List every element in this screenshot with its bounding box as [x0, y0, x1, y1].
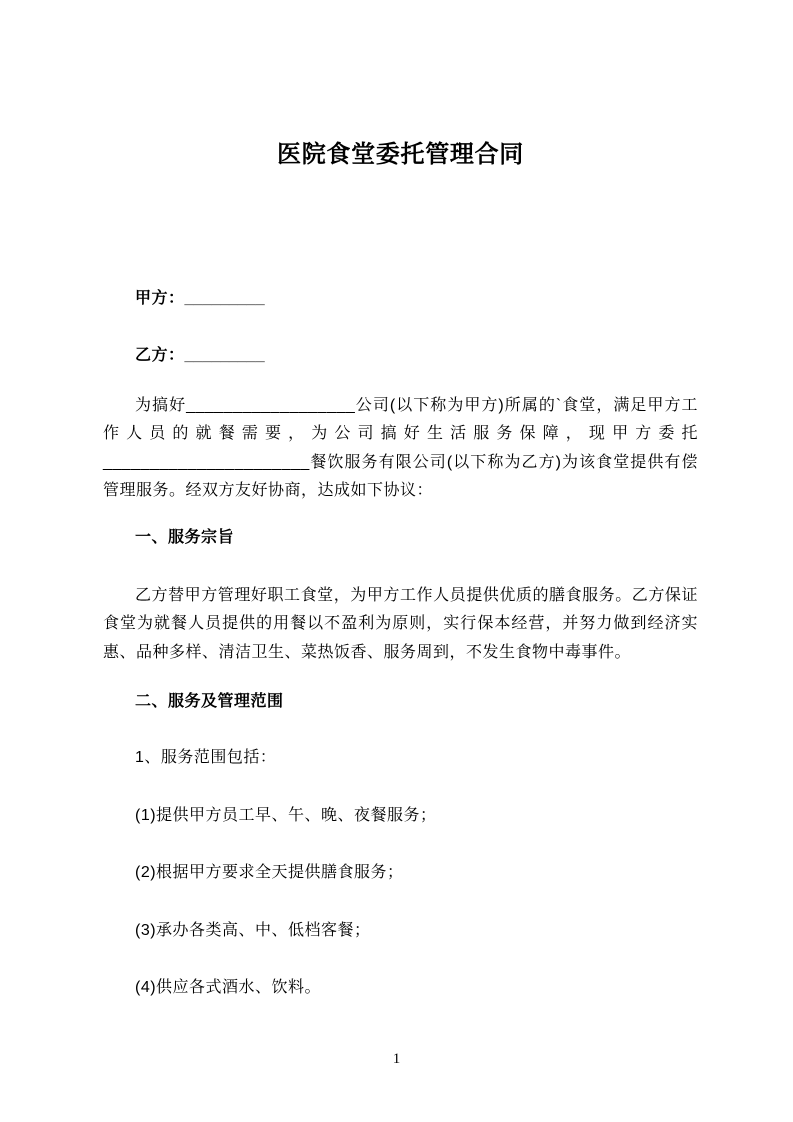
party-b-line	[103, 342, 698, 370]
service-item-3: (3)承办各类高、中、低档客餐；	[135, 921, 371, 939]
section-1-paragraph: 乙方替甲方管理好职工食堂，为甲方工作人员提供优质的膳食服务。乙方保证食堂为就餐人员提供的用餐以不盈利为原则，实行保本经营，并努力做到经济实惠、品种多样、清洁卫生、菜热饭香、服务周到，不发生食物中毒事件。	[103, 586, 698, 661]
service-item-1: (1)提供甲方员工早、午、晚、夜餐服务；	[135, 806, 437, 824]
page-number: 1	[392, 1051, 401, 1067]
party-a-line	[103, 285, 698, 313]
section-1-heading: 一、服务宗旨	[135, 529, 235, 547]
party-b-blank: _________	[184, 347, 265, 365]
service-item-4: (4)供应各式酒水、饮料。	[135, 979, 322, 997]
party-a-blank: _________	[184, 290, 265, 307]
preamble-paragraph: 为搞好__________________公司(以下称为甲方)所属的`食堂，满足甲方工作人员的就餐需要，为公司搞好生活服务保障，现甲方委托______________________餐饮服务有限公司(以下称为乙方)为该食堂提供有偿管理服务。经双方友好协商，达成如下协议：	[103, 396, 698, 500]
service-item-2: (2)根据甲方要求全天提供膳食服务；	[135, 864, 404, 882]
section-2-heading: 二、服务及管理范围	[135, 693, 284, 711]
document-title: 医院食堂委托管理合同	[277, 141, 524, 168]
party-a-label: 甲方：	[135, 290, 185, 307]
service-scope-intro: 1、服务范围包括：	[135, 749, 277, 767]
party-b-label: 乙方：	[135, 347, 185, 365]
